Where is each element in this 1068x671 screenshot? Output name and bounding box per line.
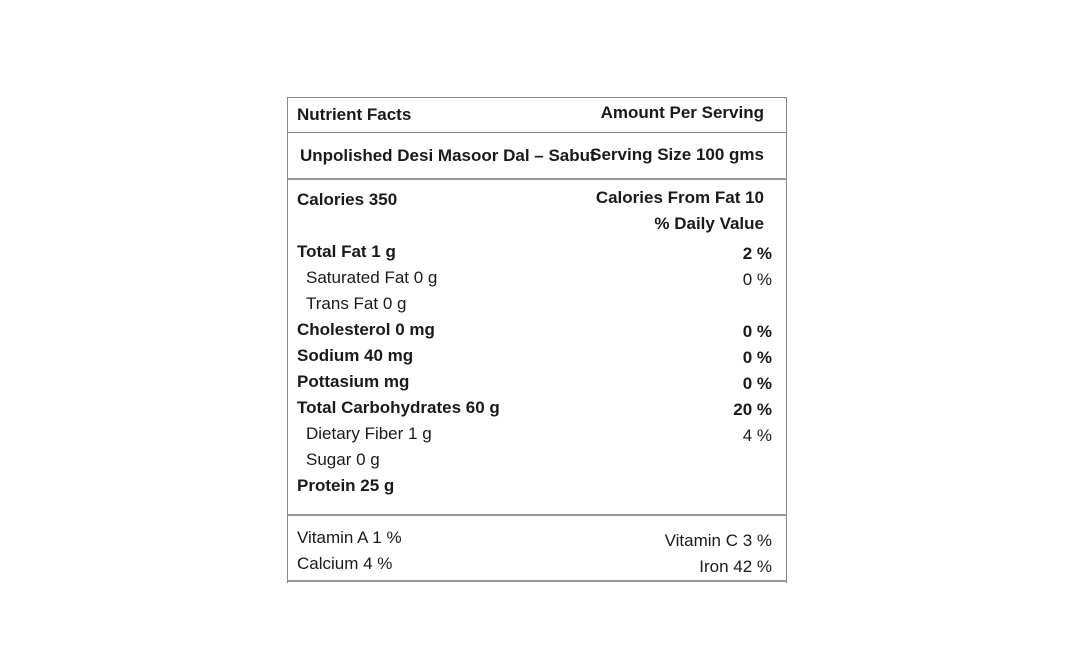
nutrient-name: Cholesterol 0 mg bbox=[297, 320, 435, 339]
label-title: Nutrient Facts bbox=[297, 105, 412, 124]
iron: Iron 42 % bbox=[699, 557, 772, 576]
daily-value-heading: % Daily Value bbox=[654, 214, 764, 233]
nutrient-daily-value: 0 % bbox=[742, 270, 772, 289]
divider bbox=[288, 132, 786, 133]
nutrient-name: Pottasium mg bbox=[297, 372, 410, 391]
nutrient-name: Sodium 40 mg bbox=[297, 346, 414, 365]
nutrient-name: Dietary Fiber 1 g bbox=[306, 424, 432, 443]
divider bbox=[288, 178, 786, 180]
divider bbox=[288, 514, 786, 516]
calories-from-fat: Calories From Fat 10 bbox=[595, 188, 764, 207]
nutrient-daily-value: 20 % bbox=[733, 400, 772, 419]
nutrient-name: Sugar 0 g bbox=[306, 450, 380, 469]
nutrient-daily-value: 0 % bbox=[742, 374, 772, 393]
nutrient-name: Protein 25 g bbox=[297, 476, 395, 495]
calories: Calories 350 bbox=[297, 190, 398, 209]
vitamin-a: Vitamin A 1 % bbox=[297, 528, 402, 547]
nutrient-name: Total Carbohydrates 60 g bbox=[297, 398, 500, 417]
serving-size: Serving Size 100 gms bbox=[590, 145, 764, 164]
nutrition-label bbox=[287, 97, 787, 583]
nutrient-name: Total Fat 1 g bbox=[297, 242, 396, 261]
nutrient-daily-value: 4 % bbox=[742, 426, 772, 445]
nutrient-daily-value: 2 % bbox=[742, 244, 772, 263]
calcium: Calcium 4 % bbox=[297, 554, 393, 573]
nutrient-daily-value: 0 % bbox=[742, 322, 772, 341]
vitamin-c: Vitamin C 3 % bbox=[664, 531, 772, 550]
amount-per-serving-heading: Amount Per Serving bbox=[600, 103, 764, 122]
nutrient-name: Saturated Fat 0 g bbox=[306, 268, 438, 287]
nutrient-name: Trans Fat 0 g bbox=[306, 294, 407, 313]
nutrient-daily-value: 0 % bbox=[742, 348, 772, 367]
divider bbox=[288, 580, 786, 582]
product-name: Unpolished Desi Masoor Dal – Sabut bbox=[300, 146, 596, 165]
